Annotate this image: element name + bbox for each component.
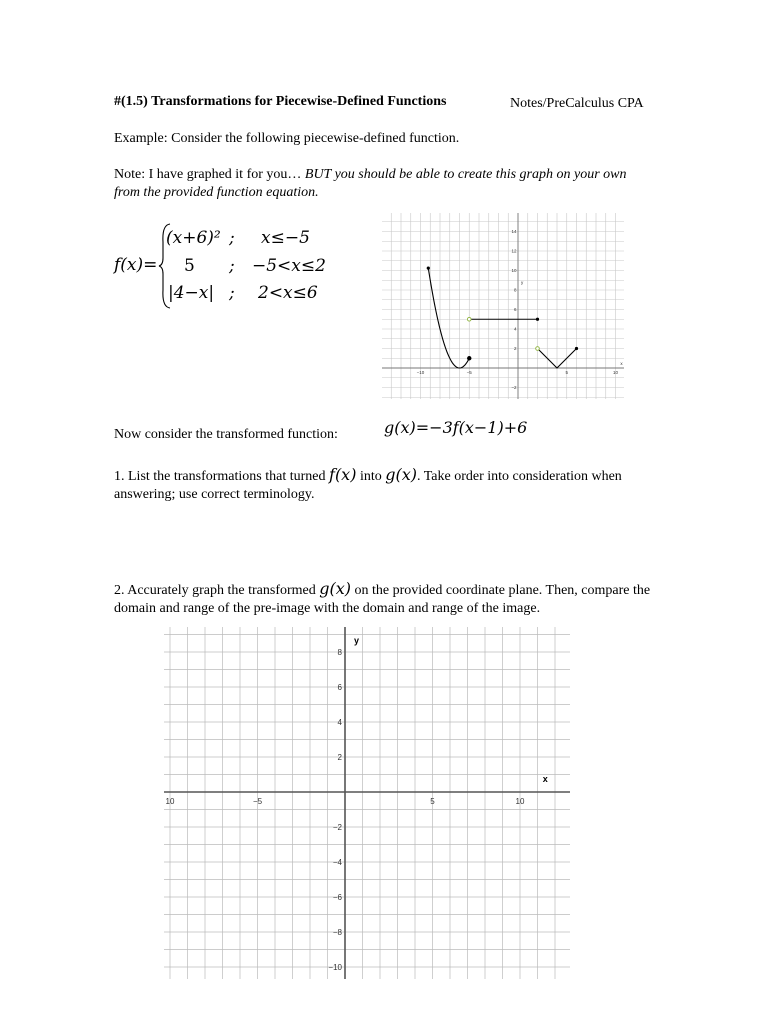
y-tick-label: 14 [511,229,517,234]
q1-mid: into [356,469,386,484]
x-tick-label: 10 [612,370,619,375]
example-text: Example: Consider the following piecewise-defined function. [114,131,460,146]
x-axis-label: x [620,361,623,366]
x-axis-label: x [542,774,548,784]
piecewise-row-2-sep: ; [229,256,235,276]
y-tick-label: 8 [337,648,342,657]
large-coordinate-plane[interactable] [164,627,570,979]
piecewise-row-3-cond: 2<x≤6 [258,283,318,303]
x-tick-label: 10 [515,797,525,806]
question-1 [114,466,654,504]
x-tick-label: −5 [252,797,263,806]
y-tick-label: 12 [511,248,517,254]
y-tick-label: 4 [513,326,517,332]
piecewise-row-3-expr: |4−x| [168,283,215,303]
y-tick-label: 4 [337,718,342,727]
y-tick-label: −2 [511,385,517,390]
note-text [114,166,654,202]
piecewise-row-1-sep: ; [229,228,235,248]
x-tick-label: 10 [165,797,175,806]
y-tick-label: −2 [332,823,342,832]
open-point [467,317,471,321]
q1-f: f(x) [329,465,357,484]
page-title: #(1.5) Transformations for Piecewise-Defined Functions [114,94,447,109]
piecewise-row-1-cond: x≤−5 [261,228,310,248]
q1-pre: 1. List the transformations that turned [114,469,330,484]
y-tick-label: −10 [328,963,342,972]
piecewise-row-1-expr: (x+6)² [166,228,221,248]
note-italic: BUT you should be able to create this graph on your own from the provided function equation. [114,167,627,200]
closed-point [575,347,578,350]
transformed-lead: Now consider the transformed function: [114,427,338,442]
y-tick-label: −6 [332,893,342,902]
closed-point [536,318,539,321]
piecewise-row-3-sep: ; [229,283,235,303]
piecewise-row-2-cond: −5<x≤2 [252,256,326,276]
piecewise-lhs: f(x)= [114,255,158,275]
small-graph [382,213,624,399]
y-tick-label: 10 [511,268,517,273]
y-tick-label: 8 [513,287,517,293]
y-axis-label: y [354,635,360,646]
open-point [536,347,540,351]
x-tick-label: 5 [565,370,569,375]
parabola-piece [428,268,469,368]
q1-g: g(x) [385,465,417,484]
y-tick-label: 6 [337,683,342,692]
note-lead: Note: I have graphed it for you… [114,167,305,182]
y-tick-label: 2 [337,753,342,762]
x-tick-label: −5 [466,370,472,375]
x-tick-label: −10 [416,370,425,375]
closed-point [467,356,471,360]
y-tick-label: −4 [332,858,342,867]
y-axis-label: y [521,280,524,286]
course-label: Notes/PreCalculus CPA [510,96,644,111]
x-tick-label: 5 [430,797,435,806]
q1-post: . Take order into consideration when answering; use correct terminology. [114,469,622,502]
parabola-start-point [427,267,430,270]
q2-post: on the provided coordinate plane. Then, compare the domain and range of the pre-image with the domain and range of the image. [114,583,651,616]
y-tick-label: 6 [513,307,517,312]
y-tick-label: 2 [513,346,517,351]
q2-pre: 2. Accurately graph the transformed [114,583,320,598]
transformed-equation: g(x)=−3f(x−1)+6 [384,418,528,437]
question-2 [114,580,659,618]
q2-g: g(x) [319,579,352,598]
y-tick-label: −8 [332,928,342,937]
piecewise-row-2-expr: 5 [184,256,195,276]
